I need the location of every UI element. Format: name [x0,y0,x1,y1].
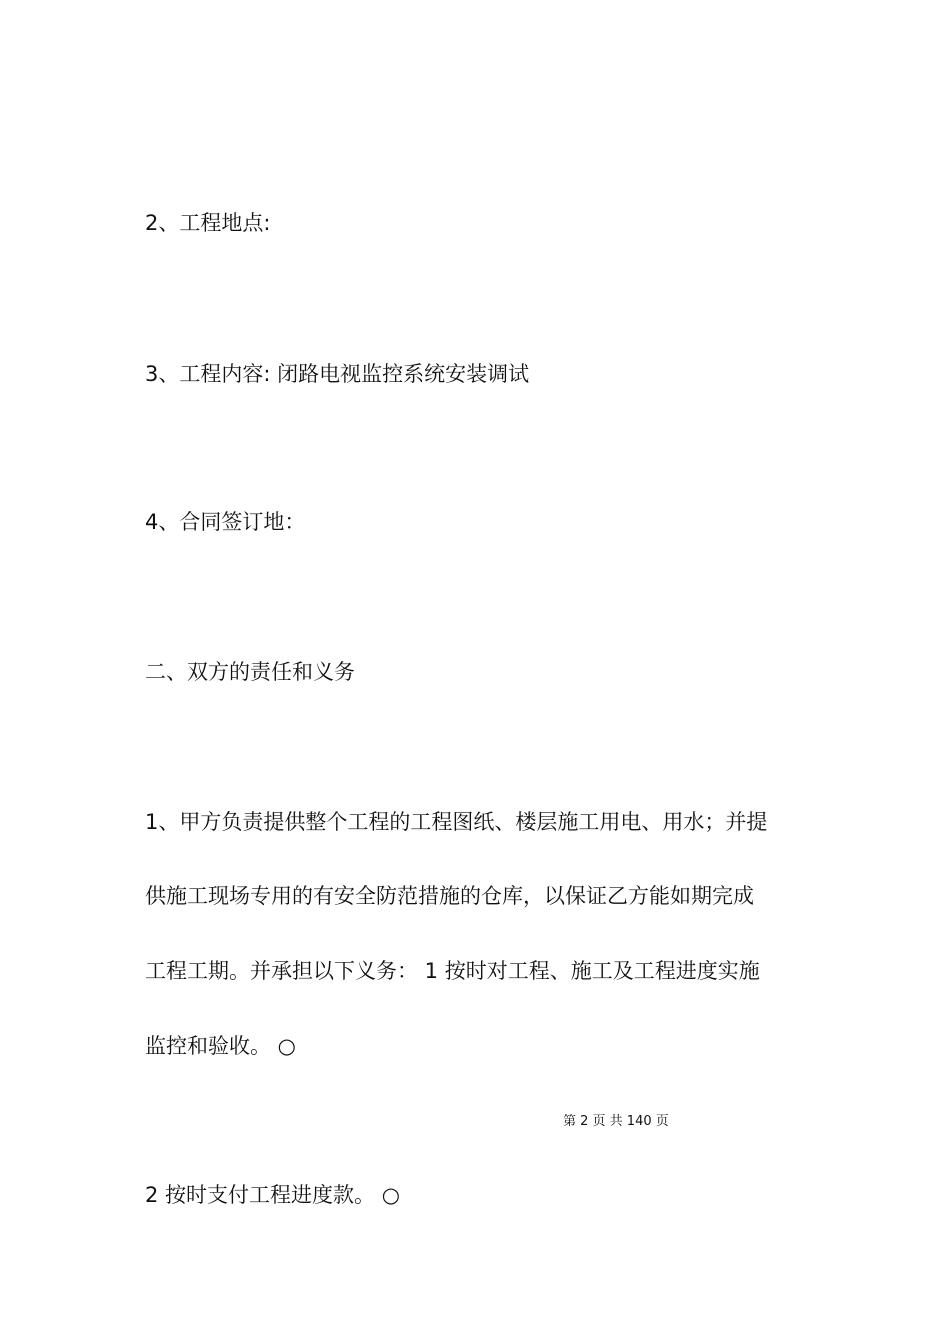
paragraph-line: 工程工期。并承担以下义务： 1 按时对工程、施工及工程进度实施 [145,959,760,983]
page-number-footer: 第 2 页 共 140 页 [563,1114,669,1129]
paragraph-line: 监控和验收。 ○ [145,1034,296,1058]
item-project-location: 2、工程地点: [145,211,271,235]
paragraph-line: 1、甲方负责提供整个工程的工程图纸、楼层施工用电、用水；并提 [145,810,768,834]
item-contract-signing-place: 4、合同签订地： [145,510,306,534]
item-project-content: 3、工程内容: 闭路电视监控系统安装调试 [145,362,530,386]
paragraph-line: 供施工现场专用的有安全防范措施的仓库，以保证乙方能如期完成 [145,884,754,908]
item-payment-obligation: 2 按时支付工程进度款。 ○ [145,1183,401,1207]
section-heading-responsibilities: 二、双方的责任和义务 [145,660,355,684]
